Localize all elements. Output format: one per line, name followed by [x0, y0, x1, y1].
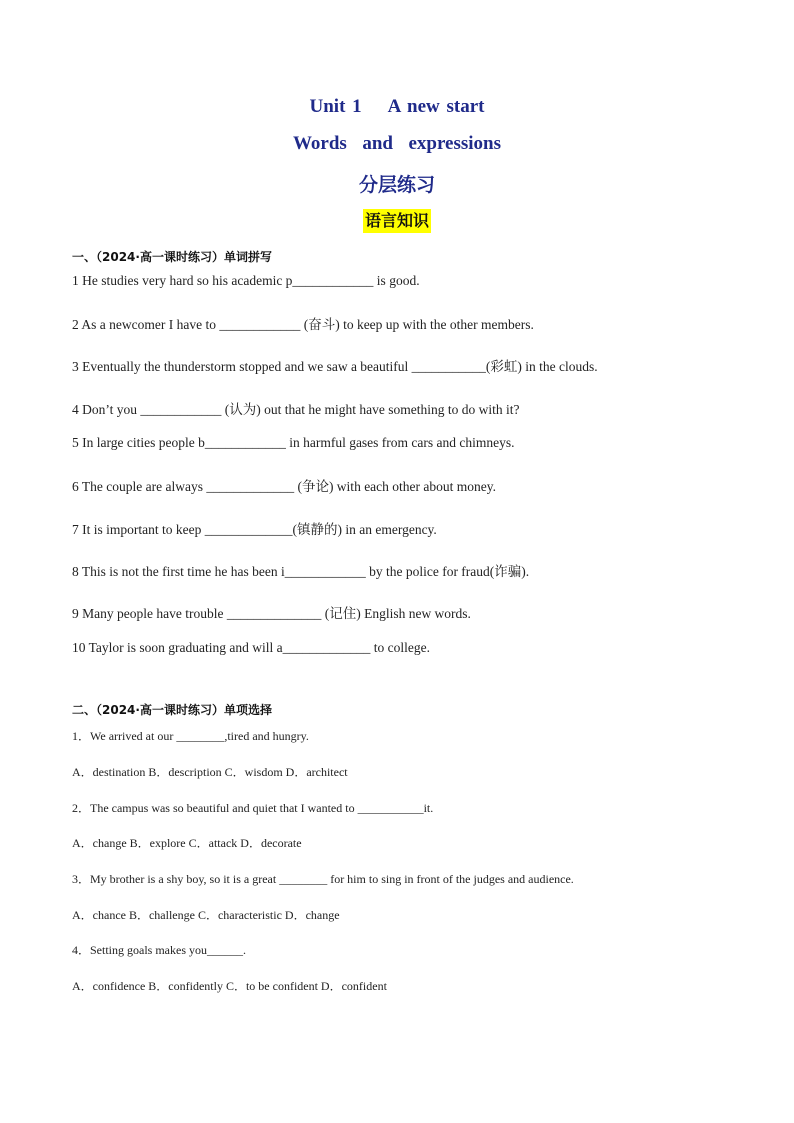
spelling-item: 6 The couple are always _____________ (争论) with each other about money. [72, 479, 497, 494]
spelling-item: 4 Don’t you ____________ (认为) out that he might have something to do with it? [72, 402, 520, 417]
question-options: A．destination B．description C．wisdom D．architect [72, 765, 348, 779]
badge-container [0, 209, 794, 233]
spelling-item: 5 In large cities people b____________ in harmful gases from cars and chimneys. [72, 435, 515, 450]
question-options: A．chance B．challenge C．characteristic D．change [72, 908, 340, 922]
question-stem: 1．We arrived at our ________,tired and hungry. [72, 729, 309, 743]
spelling-item: 7 It is important to keep _____________(镇静的) in an emergency. [72, 522, 437, 537]
spelling-item: 8 This is not the first time he has been i____________ by the police for fraud(诈骗). [72, 564, 530, 579]
unit-title: Unit 1 A new start [309, 96, 485, 117]
question-options: A．change B．explore C．attack D．decorate [72, 836, 302, 850]
spelling-item: 3 Eventually the thunderstorm stopped and we saw a beautiful ___________(彩虹) in the clouds. [72, 359, 598, 374]
spelling-item: 2 As a newcomer I have to ____________ (奋斗) to keep up with the other members. [72, 317, 534, 332]
question-stem: 2．The campus was so beautiful and quiet that I wanted to ___________it. [72, 801, 434, 815]
question-stem: 4．Setting goals makes you______. [72, 943, 246, 957]
question-stem: 3．My brother is a shy boy, so it is a great ________ for him to sing in front of the judges and audience. [72, 872, 574, 886]
spelling-item: 9 Many people have trouble ______________ (记住) English new words. [72, 606, 471, 621]
section2-heading: 二、（2024·高一课时练习）单项选择 [72, 703, 272, 717]
practice-level-title: 分层练习 [358, 174, 435, 196]
section1-heading: 一、（2024·高一课时练习）单词拼写 [72, 250, 272, 264]
spelling-item: 1 He studies very hard so his academic p____________ is good. [72, 273, 420, 288]
subtitle: Words and expressions [292, 133, 502, 154]
question-options: A．confidence B．confidently C．to be confident D．confident [72, 979, 387, 993]
spelling-item: 10 Taylor is soon graduating and will a_____________ to college. [72, 640, 431, 655]
language-knowledge-badge: 语言知识 [363, 209, 431, 233]
